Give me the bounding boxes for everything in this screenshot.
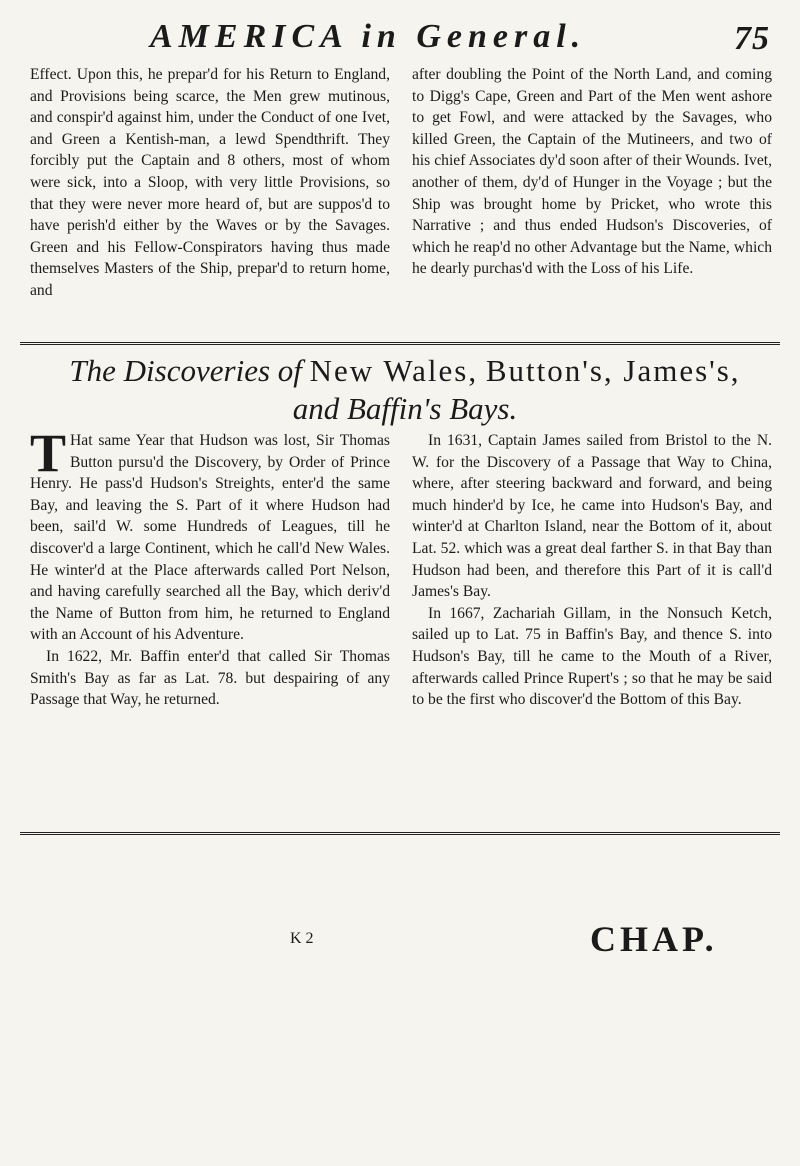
paragraph-button-voyage-text: Hat same Year that Hudson was lost, Sir Thomas Button pursu'd the Discovery, by Order of Prince Henry. He pass'd Hudson's Streights, enter'd the same Bay, and leaving the S. Part of it where Hudson had been, sail'd W. some Hundreds of Leagues, till he discover'd a large Continent, which he call'd New Wales. He winter'd at the Place afterwards called Port Nelson, and having carefully searched all the Bay, which deriv'd the Name of Button from him, he returned to England with an Account of his Adventure. bbox=[30, 432, 390, 644]
paragraph-james-voyage: In 1631, Captain James sailed from Bristol to the N. W. for the Discovery of a Passage that Way to China, where, after steering backward and forward, and being much hinder'd by Ice, he came into Hudson's Bay, and winter'd at Charlton Island, near the Bottom of it, about Lat. 52. which was a great deal farther S. in that Bay than Hudson had been, and therefore this Part of it is call'd James's Bay. bbox=[412, 432, 772, 601]
section-title-pre: The Discoveries of bbox=[69, 353, 302, 388]
bottom-columns bbox=[30, 423, 775, 830]
top-columns bbox=[30, 64, 775, 334]
divider-rule-bottom bbox=[20, 832, 780, 835]
section-title bbox=[40, 352, 770, 428]
signature-mark: K 2 bbox=[290, 930, 314, 947]
top-right-paragraph: after doubling the Point of the North Land, and coming to Digg's Cape, Green and Part of the Men went ashore to get Fowl, and were attacked by the Savages, who killed Green, the Captain of the Mutineers, and two of his chief Associates dy'd soon after of their Wounds. Ivet, another of them, dy'd of Hunger in the Voyage ; but the Ship was brought home by Pricket, who wrote this Narrative ; and thus ended Hudson's Discoveries, of which he reap'd no other Advantage but the Name, which he dearly purchas'd with the Loss of his Life. bbox=[412, 66, 772, 278]
running-head bbox=[150, 18, 770, 62]
top-left-paragraph: Effect. Upon this, he prepar'd for his Return to England, and Provisions being scarce, the Men grew mutinous, and conspir'd against him, under the Conduct of one Ivet, and Green a Kentish-man, a lewd Spendthrift. They forcibly put the Captain and 8 others, most of whom were sick, into a Sloop, with very little Provisions, so that they were never more heard of, but are suppos'd to have perish'd either by the Waves or by the Savages. Green and his Fellow-Conspirators having thus made themselves Masters of the Ship, prepar'd to return home, and bbox=[30, 66, 390, 299]
paragraph-button-voyage bbox=[30, 423, 390, 646]
bottom-right-column bbox=[412, 430, 772, 711]
paragraph-baffin-voyage: In 1622, Mr. Baffin enter'd that called Sir Thomas Smith's Bay as far as Lat. 78. but despairing of any Passage that Way, he returned. bbox=[30, 647, 390, 709]
paragraph-gillam-voyage: In 1667, Zachariah Gillam, in the Nonsuch Ketch, sailed up to Lat. 75 in Baffin's Bay, and thence S. into Hudson's Bay, till he came to the Mouth of a River, afterwards called Prince Rupert's ; so that he may be said to be the first who discover'd the Bottom of this Bay. bbox=[412, 604, 772, 709]
divider-rule-top bbox=[20, 342, 780, 345]
drop-cap: T bbox=[30, 423, 67, 483]
catchword: CHAP. bbox=[590, 919, 718, 959]
top-left-column bbox=[30, 64, 390, 302]
bottom-left-column bbox=[30, 423, 390, 711]
page-number: 75 bbox=[734, 20, 770, 57]
section-title-post: Button's, James's, bbox=[485, 353, 741, 388]
running-head-title: AMERICA in General. bbox=[150, 18, 587, 55]
section-title-caps: New Wales, bbox=[309, 353, 479, 388]
top-right-column bbox=[412, 64, 772, 280]
section-title-line2: and Baffin's Bays. bbox=[292, 391, 518, 426]
